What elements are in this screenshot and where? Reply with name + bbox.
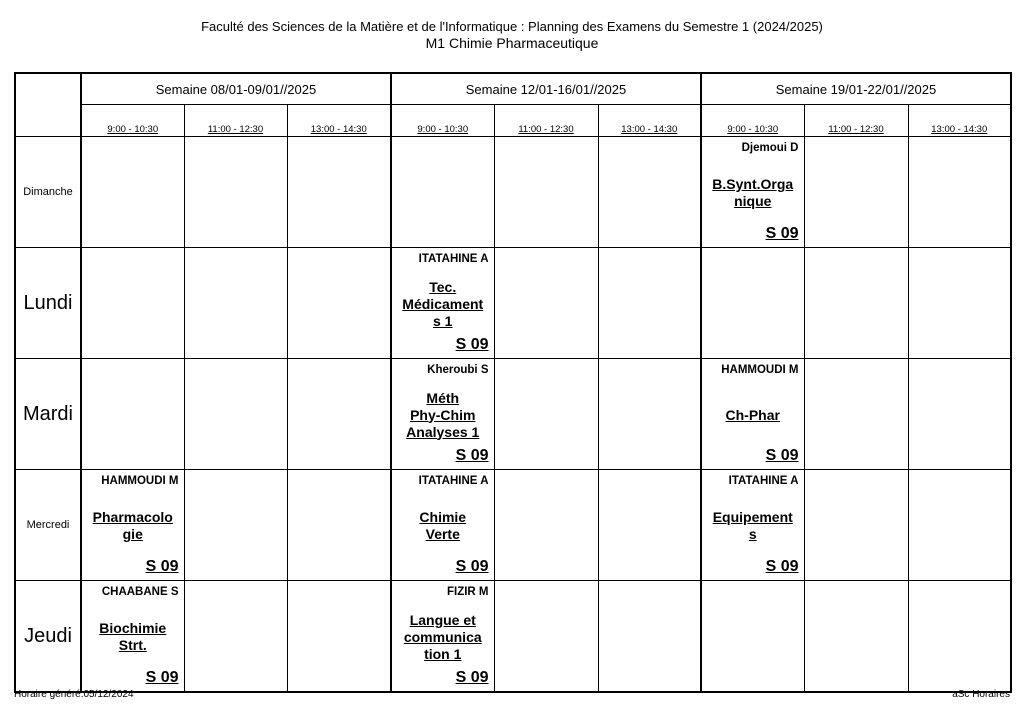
week-header-1: Semaine 08/01-09/01//2025	[81, 73, 391, 105]
exam-subject-text: Langue et communica tion 1	[403, 611, 482, 662]
exam-subject	[394, 389, 492, 441]
empty-cell	[701, 248, 804, 359]
exam-cell	[701, 137, 804, 248]
exam-teacher: HAMMOUDI M	[721, 364, 799, 376]
day-row	[15, 137, 1011, 248]
page-title: Faculté des Sciences de la Matière et de l'Informatique : Planning des Examens du Semestre 1 (2024/2025)	[201, 19, 823, 34]
time-slot-header: 11:00 - 12:30	[184, 105, 287, 137]
exam-schedule-table	[14, 72, 1012, 693]
exam-room: S 09	[145, 669, 179, 686]
exam-cell	[391, 359, 494, 470]
empty-cell	[598, 137, 701, 248]
exam-room: S 09	[455, 336, 489, 353]
empty-cell	[804, 359, 908, 470]
generated-date: Horaire généré:05/12/2024	[14, 689, 134, 700]
empty-cell	[287, 359, 391, 470]
exam-cell	[81, 470, 184, 581]
exam-subject-text: Pharmacolo gie	[92, 509, 173, 542]
empty-cell	[908, 248, 1011, 359]
day-label: Mercredi	[15, 470, 81, 581]
exam-teacher: HAMMOUDI M	[101, 475, 179, 487]
empty-cell	[81, 137, 184, 248]
time-slot-header: 13:00 - 14:30	[908, 105, 1011, 137]
week-header-3: Semaine 19/01-22/01//2025	[701, 73, 1011, 105]
corner-cell	[15, 73, 81, 137]
slot-header-row	[15, 105, 1011, 137]
empty-cell	[287, 581, 391, 693]
empty-cell	[804, 470, 908, 581]
day-row	[15, 470, 1011, 581]
exam-subject-text: B.Synt.Orga nique	[712, 176, 794, 209]
empty-cell	[391, 137, 494, 248]
exam-cell	[391, 470, 494, 581]
exam-subject-text: Chimie Verte	[419, 509, 467, 542]
empty-cell	[184, 137, 287, 248]
empty-cell	[184, 248, 287, 359]
exam-cell	[701, 470, 804, 581]
empty-cell	[81, 359, 184, 470]
exam-subject-text: Ch-Phar	[725, 406, 780, 423]
empty-cell	[908, 359, 1011, 470]
exam-subject-text: Méth Phy-Chim Analyses 1	[406, 389, 480, 440]
empty-cell	[804, 137, 908, 248]
exam-cell	[81, 581, 184, 693]
empty-cell	[908, 581, 1011, 693]
exam-room: S 09	[145, 558, 179, 575]
empty-cell	[494, 137, 598, 248]
exam-teacher: ITATAHINE A	[728, 475, 799, 487]
empty-cell	[81, 248, 184, 359]
exam-subject	[704, 167, 802, 219]
empty-cell	[908, 137, 1011, 248]
exam-room: S 09	[765, 447, 799, 464]
exam-cell	[701, 359, 804, 470]
empty-cell	[494, 470, 598, 581]
time-slot-header: 13:00 - 14:30	[287, 105, 391, 137]
day-label: Lundi	[15, 248, 81, 359]
exam-subject	[394, 611, 492, 663]
exam-room: S 09	[765, 558, 799, 575]
time-slot-header: 9:00 - 10:30	[81, 105, 184, 137]
empty-cell	[287, 470, 391, 581]
software-credit: aSc Horaires	[952, 689, 1010, 700]
exam-cell	[391, 581, 494, 693]
time-slot-header: 13:00 - 14:30	[598, 105, 701, 137]
empty-cell	[287, 137, 391, 248]
day-label: Jeudi	[15, 581, 81, 693]
exam-teacher: ITATAHINE A	[418, 475, 489, 487]
exam-room: S 09	[455, 447, 489, 464]
empty-cell	[908, 470, 1011, 581]
empty-cell	[804, 248, 908, 359]
day-row	[15, 581, 1011, 693]
empty-cell	[598, 359, 701, 470]
exam-subject	[84, 611, 182, 663]
time-slot-header: 9:00 - 10:30	[701, 105, 804, 137]
exam-teacher: CHAABANE S	[101, 586, 179, 598]
empty-cell	[701, 581, 804, 693]
exam-subject	[394, 500, 492, 552]
exam-teacher: FIZIR M	[446, 586, 489, 598]
empty-cell	[494, 359, 598, 470]
empty-cell	[598, 581, 701, 693]
exam-room: S 09	[455, 669, 489, 686]
exam-cell	[391, 248, 494, 359]
exam-subject	[704, 500, 802, 552]
empty-cell	[184, 581, 287, 693]
page-subtitle: M1 Chimie Pharmaceutique	[425, 35, 599, 51]
empty-cell	[184, 470, 287, 581]
time-slot-header: 11:00 - 12:30	[494, 105, 598, 137]
day-label: Mardi	[15, 359, 81, 470]
empty-cell	[598, 470, 701, 581]
exam-subject	[84, 500, 182, 552]
week-header-2: Semaine 12/01-16/01//2025	[391, 73, 701, 105]
empty-cell	[494, 248, 598, 359]
exam-teacher: Djemoui D	[741, 142, 799, 154]
time-slot-header: 9:00 - 10:30	[391, 105, 494, 137]
empty-cell	[287, 248, 391, 359]
day-label: Dimanche	[15, 137, 81, 248]
day-row	[15, 359, 1011, 470]
empty-cell	[598, 248, 701, 359]
day-row	[15, 248, 1011, 359]
empty-cell	[184, 359, 287, 470]
exam-subject-text: Biochimie Strt.	[99, 620, 167, 653]
exam-room: S 09	[765, 225, 799, 242]
exam-subject-text: Tec. Médicament s 1	[402, 278, 484, 329]
exam-subject	[394, 278, 492, 330]
exam-teacher: Kheroubi S	[427, 364, 489, 376]
exam-room: S 09	[455, 558, 489, 575]
exam-subject	[704, 389, 802, 441]
empty-cell	[804, 581, 908, 693]
empty-cell	[494, 581, 598, 693]
exam-subject-text: Equipement s	[712, 509, 793, 542]
exam-teacher: ITATAHINE A	[418, 253, 489, 265]
week-header-row	[15, 73, 1011, 105]
time-slot-header: 11:00 - 12:30	[804, 105, 908, 137]
